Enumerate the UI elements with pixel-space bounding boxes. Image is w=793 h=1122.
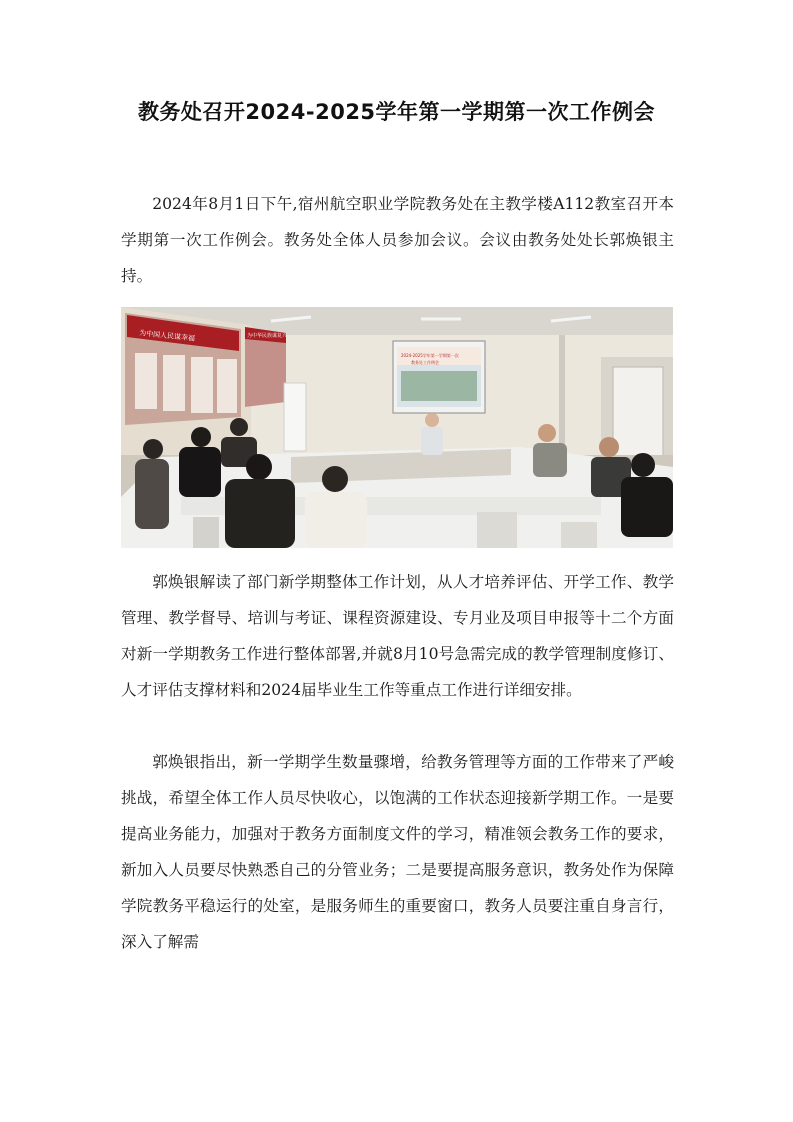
paragraph-plan: 郭焕银解读了部门新学期整体工作计划，从人才培养评估、开学工作、教学管理、教学督导、培训与考证、课程资源建设、专月业及项目申报等十二个方面对新一学期教务工作进行整体部署,并就8月10号急需完成的教学管理制度修订、人才评估支撑材料和2024届毕业生工作等重点工作进行详细安排。 (121, 573, 674, 699)
paragraph-intro: 2024年8月1日下午,宿州航空职业学院教务处在主教学楼A112教室召开本学期第一次工作例会。教务处全体人员参加会议。会议由教务处处长郭焕银主持。 (121, 195, 674, 285)
meeting-photo (121, 307, 673, 548)
screen-line-1: 2024-2025学年第一学期第一次 (401, 353, 459, 358)
screen-line-2: 教务处工作例会 (411, 360, 439, 365)
page-title: 教务处召开2024-2025学年第一学期第一次工作例会 (137, 100, 656, 124)
wall-banner-1: 为中国人民谋幸福 (138, 329, 196, 343)
wall-banner-2: 为中华民族谋复兴 (247, 333, 288, 339)
paragraph-requirements: 郭焕银指出，新一学期学生数量骤增，给教务管理等方面的工作带来了严峻挑战，希望全体工作人员尽快收心，以饱满的工作状态迎接新学期工作。一是要提高业务能力，加强对于教务方面制度文件的学习，精准领会教务工作的要求，新加入人员要尽快熟悉自己的分管业务；二是要提高服务意识，教务处作为保障学院教务平稳运行的处室，是服务师生的重要窗口，教务人员要注重自身言行，深入了解需 (121, 753, 674, 951)
